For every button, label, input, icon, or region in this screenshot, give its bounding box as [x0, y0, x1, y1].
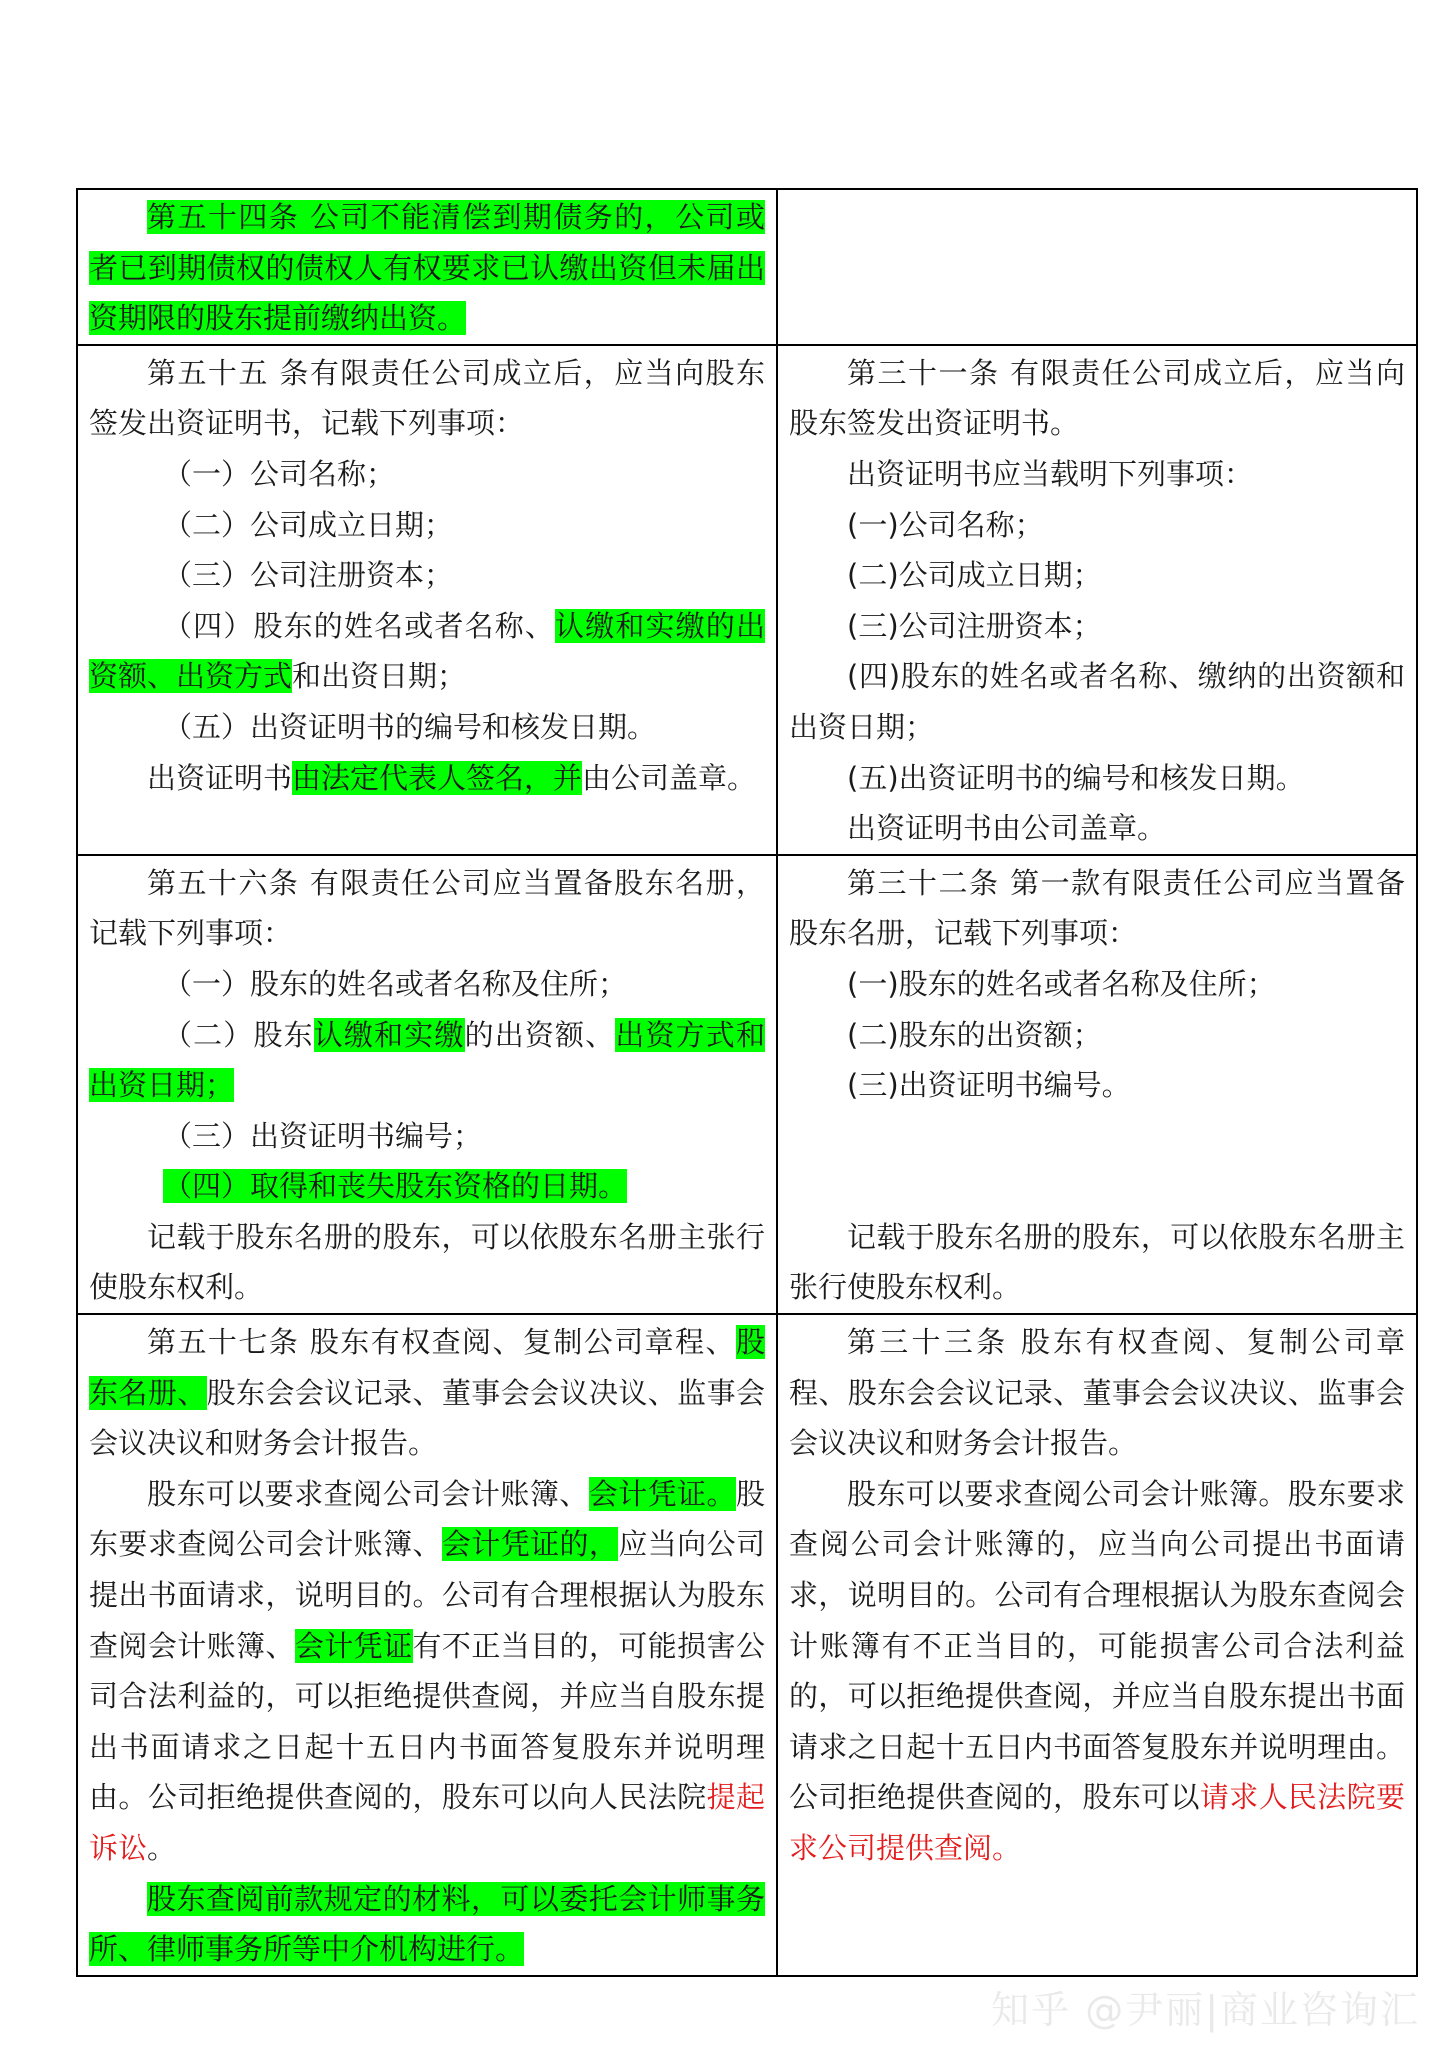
table-row [77, 855, 1417, 1314]
text-run: 第三十一条 有限责任公司成立后，应当向股东签发出资证明书。 [789, 355, 1405, 441]
new-law-cell [77, 345, 777, 855]
article-paragraph [89, 348, 765, 449]
text-run: （一）公司名称； [163, 456, 396, 491]
article-paragraph [89, 1874, 765, 1975]
text-run: 出资证明书应当载明下列事项： [847, 456, 1254, 491]
article-paragraph [89, 1469, 765, 1874]
article-paragraph [89, 1212, 765, 1313]
text-run: 有不正当目的，可能损害公司合法利益的，可以拒绝提供查阅，并应当自股东提出书面请求之日起十五日内书面答复股东并说明理由。公司拒绝提供查阅的，股东可以向人民法院 [89, 1628, 765, 1815]
article-paragraph [789, 1010, 1405, 1061]
text-run: 应当向公司提出书面请求，说明目的。公司有合理根据认为股东查阅会计账簿、 [89, 1527, 765, 1663]
text-run: (二)公司成立日期； [847, 558, 1102, 593]
article-paragraph [789, 753, 1405, 804]
highlighted-text: 认缴和实缴的出资额、出资方式 [89, 608, 765, 694]
text-run: 股东可以要求查阅公司会计账簿。股东要求查阅公司会计账簿的，应当向公司提出书面请求，说明目的。公司有合理根据认为股东查阅会计账簿有不正当目的，可能损害公司合法利益的，可以拒绝提供查阅，并应当自股东提出书面请求之日起十五日内书面答复股东并说明理由。公司拒绝提供查阅的，股东可以 [789, 1476, 1405, 1815]
article-paragraph [89, 1111, 765, 1162]
highlighted-text: 认缴和实缴 [313, 1017, 465, 1052]
comparison-document [76, 188, 1405, 1977]
article-paragraph [89, 753, 765, 804]
text-run: 股东会会议记录、董事会会议决议、监事会会议决议和财务会计报告。 [89, 1375, 765, 1461]
article-paragraph [789, 449, 1405, 500]
text-run: 第五十五 条有限责任公司成立后，应当向股东签发出资证明书，记载下列事项： [89, 355, 765, 441]
law-comparison-table [76, 188, 1418, 1977]
article-paragraph [89, 500, 765, 551]
article-paragraph [789, 601, 1405, 652]
text-run: 和出资日期； [292, 659, 467, 694]
text-run: （二）股东 [163, 1017, 314, 1052]
text-run: （四）股东的姓名或者名称、 [163, 608, 556, 643]
text-run: (三)出资证明书编号。 [847, 1068, 1131, 1103]
new-law-cell [77, 855, 777, 1314]
text-run: (三)公司注册资本； [847, 608, 1102, 643]
old-law-cell [777, 345, 1417, 855]
article-paragraph [789, 803, 1405, 854]
highlighted-text: （四）取得和丧失股东资格的日期。 [163, 1169, 628, 1204]
article-paragraph [789, 1317, 1405, 1469]
text-run: (二)股东的出资额； [847, 1017, 1102, 1052]
article-paragraph [89, 959, 765, 1010]
article-paragraph [89, 192, 765, 344]
text-run: 股东可以要求查阅公司会计账簿、 [147, 1476, 589, 1511]
text-run: （五）出资证明书的编号和核发日期。 [163, 709, 657, 744]
article-paragraph [789, 1060, 1405, 1111]
text-run: 第三十二条 第一款有限责任公司应当置备股东名册，记载下列事项： [789, 865, 1405, 951]
text-run: 记载于股东名册的股东，可以依股东名册主张行使股东权利。 [789, 1219, 1405, 1305]
article-paragraph [789, 348, 1405, 449]
highlighted-text: 会计凭证 [294, 1628, 413, 1663]
text-run: 股东要求查阅公司会计账簿、 [89, 1476, 765, 1562]
article-paragraph [789, 1469, 1405, 1874]
text-run: （三）公司注册资本； [163, 558, 454, 593]
text-run: （二）公司成立日期； [163, 507, 454, 542]
old-law-cell [777, 1314, 1417, 1976]
highlighted-text: 第五十四条 公司不能清偿到期债务的，公司或者已到期债权的债权人有权要求已认缴出资但未届出资期限的股东提前缴纳出资。 [89, 200, 765, 336]
text-run: (四)股东的姓名或者名称、缴纳的出资额和出资日期； [789, 659, 1405, 744]
highlighted-text: 股东查阅前款规定的材料，可以委托会计师事务所、律师事务所等中介机构进行。 [89, 1881, 765, 1967]
article-paragraph [789, 858, 1405, 959]
text-run: 记载于股东名册的股东，可以依股东名册主张行使股东权利。 [89, 1219, 765, 1305]
new-law-cell [77, 1314, 777, 1976]
table-row [77, 189, 1417, 345]
blank-line [789, 1161, 1405, 1212]
text-run: 第五十七条 股东有权查阅、复制公司章程、 [147, 1325, 736, 1360]
text-run: (一)公司名称； [847, 507, 1044, 542]
article-paragraph [89, 702, 765, 753]
zhihu-watermark: 知乎 @尹丽|商业咨询汇 [991, 1988, 1420, 2032]
article-paragraph [789, 959, 1405, 1010]
text-run: 第五十六条 有限责任公司应当置备股东名册，记载下列事项： [89, 865, 765, 951]
text-run: 。 [147, 1831, 177, 1865]
highlighted-text: 会计凭证。 [588, 1476, 736, 1511]
text-run: 第三十三条 股东有权查阅、复制公司章程、股东会会议记录、董事会会议决议、监事会会议决议和财务会计报告。 [789, 1325, 1405, 1461]
text-run: 的出资额、 [464, 1017, 616, 1052]
red-text: 请求人民法院要求公司提供查阅。 [789, 1780, 1405, 1865]
article-paragraph [789, 500, 1405, 551]
text-run: 由公司盖章。 [582, 760, 757, 795]
old-law-cell [777, 189, 1417, 345]
article-paragraph [89, 449, 765, 500]
article-paragraph [789, 1212, 1405, 1313]
article-paragraph [89, 550, 765, 601]
article-paragraph [89, 858, 765, 959]
article-paragraph [789, 651, 1405, 752]
article-paragraph [89, 1317, 765, 1469]
text-run: 出资证明书由公司盖章。 [847, 811, 1167, 846]
blank-line [789, 1111, 1405, 1162]
article-paragraph [789, 550, 1405, 601]
new-law-cell [77, 189, 777, 345]
text-run: 出资证明书 [147, 760, 293, 795]
red-text: 提起诉讼 [89, 1780, 765, 1865]
text-run: (五)出资证明书的编号和核发日期。 [847, 760, 1305, 795]
text-run: （三）出资证明书编号； [163, 1118, 483, 1153]
highlighted-text: 由法定代表人签名，并 [292, 760, 583, 795]
table-row [77, 345, 1417, 855]
article-paragraph [89, 1161, 765, 1212]
highlighted-text: 会计凭证的， [441, 1527, 619, 1562]
article-paragraph [89, 1010, 765, 1111]
article-paragraph [89, 601, 765, 702]
highlighted-text: 股东名册、 [89, 1325, 765, 1410]
table-row [77, 1314, 1417, 1976]
text-run: (一)股东的姓名或者名称及住所； [847, 966, 1276, 1001]
old-law-cell [777, 855, 1417, 1314]
highlighted-text: 出资方式和出资日期； [89, 1017, 765, 1103]
text-run: （一）股东的姓名或者名称及住所； [163, 966, 628, 1001]
